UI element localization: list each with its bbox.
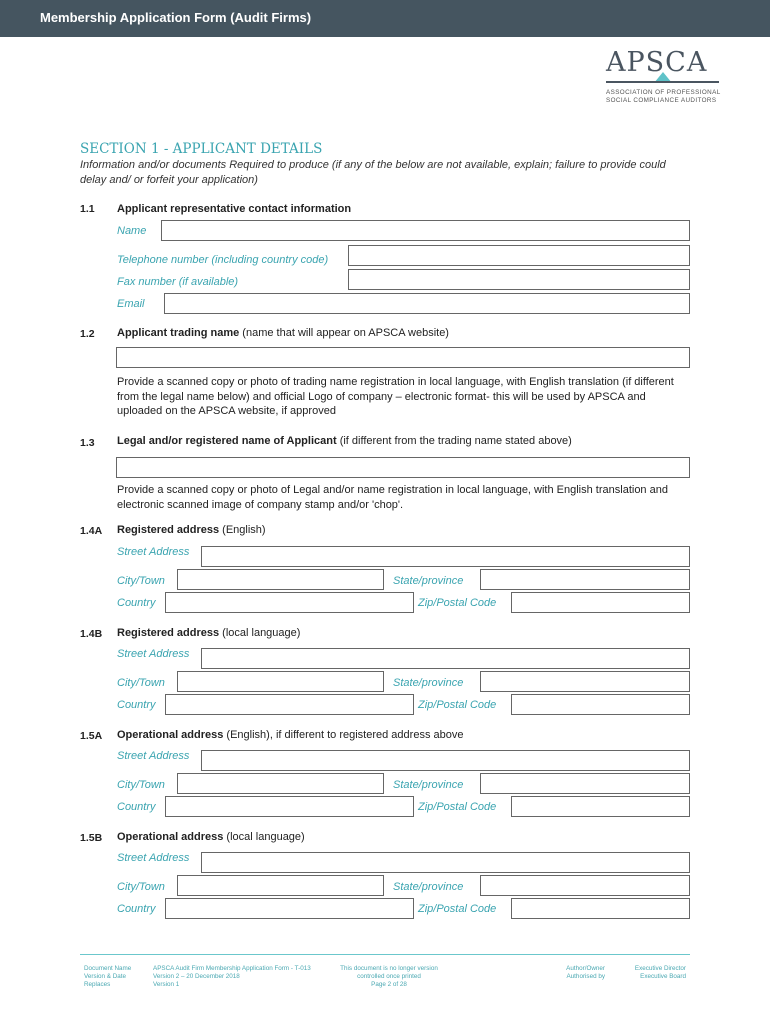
question-title-rest: (local language) [219, 627, 301, 639]
name-field[interactable] [161, 220, 690, 241]
city-label: City/Town [117, 575, 165, 587]
zip-label: Zip/Postal Code [418, 699, 497, 711]
state-label: State/province [393, 677, 464, 689]
question-number: 1.5A [80, 730, 103, 742]
legal-name-field[interactable] [116, 457, 690, 478]
question-title-bold: Operational address [117, 729, 224, 741]
zip-field[interactable] [511, 898, 690, 919]
question-number: 1.4A [80, 525, 103, 537]
city-label: City/Town [117, 779, 165, 791]
question-title-bold: Legal and/or registered name of Applicant [117, 435, 337, 447]
logo-bar [606, 81, 719, 83]
street-field[interactable] [201, 546, 690, 567]
country-label: Country [117, 903, 156, 915]
trading-name-note: Provide a scanned copy or photo of trading name registration in local language, with English translation (if different from the legal name below) and official Logo of company – electronic format- this will be used by APSCA and uploaded on the APSCA website, if approved [117, 376, 674, 417]
question-title [117, 327, 449, 339]
form-title: Membership Application Form (Audit Firms) [40, 10, 312, 25]
zip-label: Zip/Postal Code [418, 597, 497, 609]
country-field[interactable] [165, 796, 414, 817]
footer-author-values: Executive Director Executive Board [634, 965, 686, 980]
question-title-bold: Registered address [117, 627, 220, 639]
street-label: Street Address [117, 546, 190, 558]
street-label: Street Address [117, 648, 190, 660]
question-title [117, 627, 300, 639]
footer-author-labels: Author/Owner Authorised by [566, 965, 605, 980]
country-label: Country [117, 801, 156, 813]
state-field[interactable] [480, 773, 690, 794]
name-label: Name [117, 225, 147, 237]
street-label: Street Address [117, 852, 190, 864]
question-number: 1.3 [80, 437, 95, 449]
section-title: SECTION 1 - APPLICANT DETAILS [80, 141, 323, 157]
question-number: 1.2 [80, 328, 95, 340]
zip-field[interactable] [511, 796, 690, 817]
state-field[interactable] [480, 671, 690, 692]
city-field[interactable] [177, 569, 384, 590]
footer-divider [80, 954, 690, 955]
question-title [117, 729, 463, 741]
state-label: State/province [393, 881, 464, 893]
question-title-rest: (name that will appear on APSCA website) [239, 327, 449, 339]
logo-tagline-2: SOCIAL COMPLIANCE AUDITORS [606, 97, 717, 104]
zip-label: Zip/Postal Code [418, 903, 497, 915]
telephone-label: Telephone number (including country code) [117, 254, 329, 266]
fax-label: Fax number (if available) [117, 276, 239, 288]
zip-field[interactable] [511, 694, 690, 715]
telephone-field[interactable] [348, 245, 690, 266]
question-title-bold: Registered address [117, 524, 220, 536]
question-title-bold: Operational address [117, 831, 224, 843]
city-field[interactable] [177, 773, 384, 794]
question-title-rest: (English) [219, 524, 266, 536]
question-title-rest: (local language) [223, 831, 305, 843]
question-title [117, 435, 572, 447]
country-field[interactable] [165, 592, 414, 613]
section-intro: Information and/or documents Required to produce (if any of the below are not available, explain; failure to provide could delay and/ or forfeit your application) [80, 159, 666, 186]
question-title [117, 524, 266, 536]
question-title-rest: (if different from the trading name stated above) [336, 435, 572, 447]
country-field[interactable] [165, 898, 414, 919]
logo-wordmark: APSCA [606, 47, 708, 78]
fax-field[interactable] [348, 269, 690, 290]
street-field[interactable] [201, 648, 690, 669]
legal-name-note: Provide a scanned copy or photo of Legal and/or name registration in local language, with English translation and electronic scanned image of company stamp and/or 'chop'. [117, 484, 668, 511]
trading-name-field[interactable] [116, 347, 690, 368]
email-label: Email [117, 298, 145, 310]
email-field[interactable] [164, 293, 690, 314]
country-field[interactable] [165, 694, 414, 715]
street-field[interactable] [201, 852, 690, 873]
city-field[interactable] [177, 671, 384, 692]
street-field[interactable] [201, 750, 690, 771]
question-number: 1.1 [80, 203, 95, 215]
city-label: City/Town [117, 677, 165, 689]
question-number: 1.4B [80, 628, 103, 640]
city-label: City/Town [117, 881, 165, 893]
country-label: Country [117, 699, 156, 711]
state-label: State/province [393, 575, 464, 587]
zip-label: Zip/Postal Code [418, 801, 497, 813]
footer-print-notice: This document is no longer version controlled once printed Page 2 of 28 [340, 965, 438, 988]
zip-field[interactable] [511, 592, 690, 613]
question-title: Applicant representative contact information [117, 203, 352, 215]
state-field[interactable] [480, 569, 690, 590]
logo-tagline-1: ASSOCIATION OF PROFESSIONAL [606, 89, 721, 96]
question-title-rest: (English), if different to registered address above [223, 729, 464, 741]
country-label: Country [117, 597, 156, 609]
footer-doc-values: APSCA Audit Firm Membership Application Form - T-013 Version 2 – 20 December 2018 Version 1 [153, 965, 311, 988]
question-title-bold: Applicant trading name [117, 327, 240, 339]
page-header [0, 0, 770, 37]
footer-doc-labels: Document Name Version & Date Replaces [84, 965, 132, 988]
state-field[interactable] [480, 875, 690, 896]
state-label: State/province [393, 779, 464, 791]
question-title [117, 831, 305, 843]
street-label: Street Address [117, 750, 190, 762]
question-number: 1.5B [80, 832, 103, 844]
apsca-logo [606, 48, 731, 108]
city-field[interactable] [177, 875, 384, 896]
